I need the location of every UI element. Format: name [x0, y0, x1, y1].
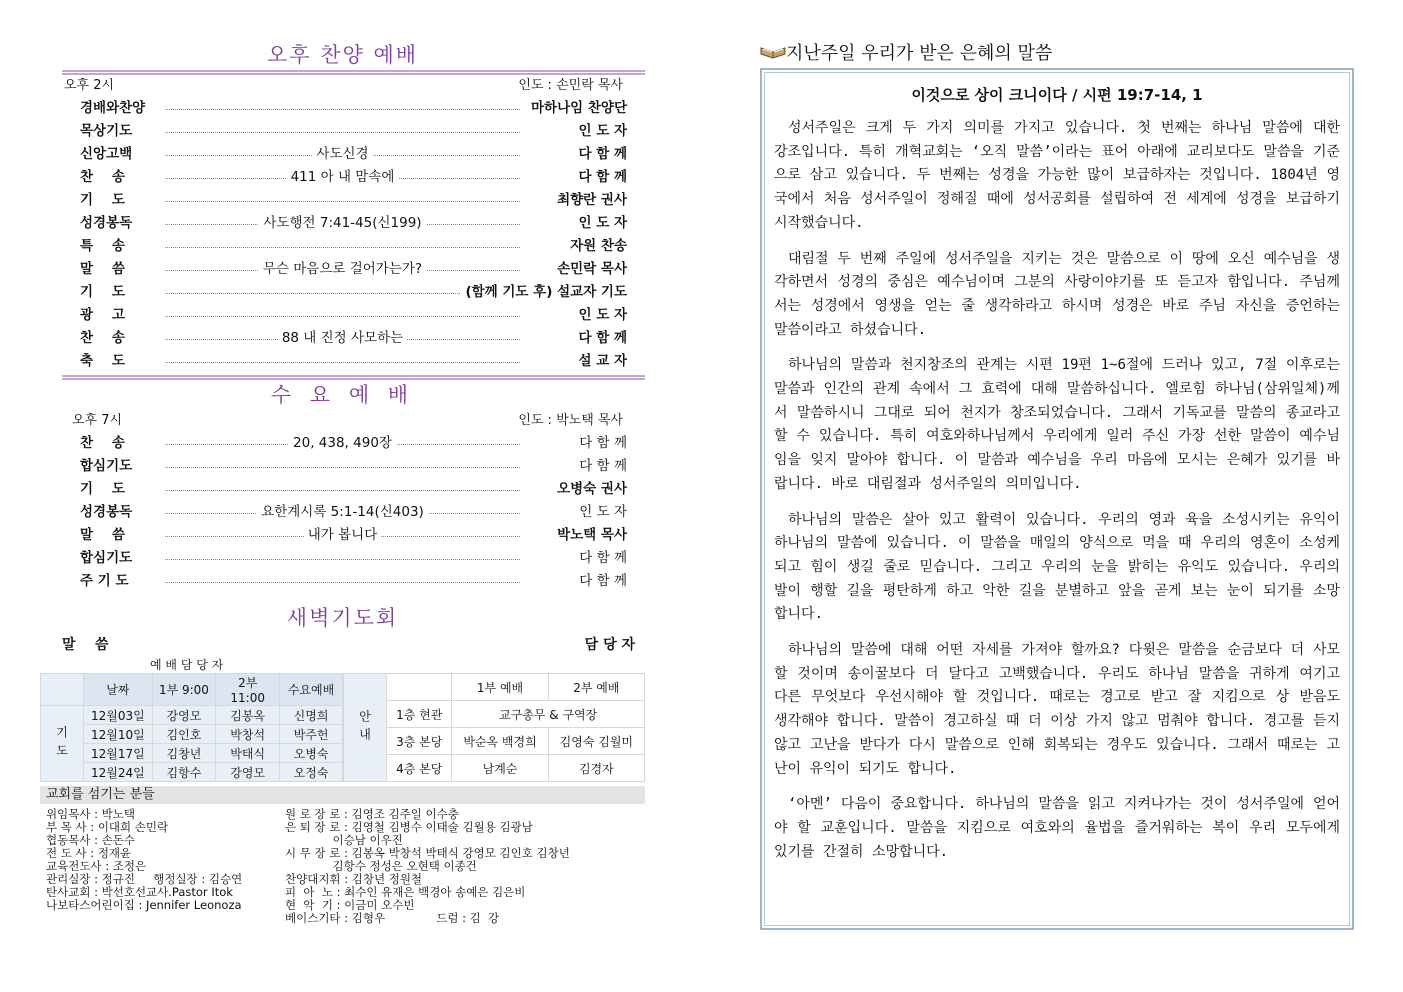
order-label: 합심기도 — [80, 458, 133, 474]
dawn-right: 담 당 자 — [584, 637, 635, 653]
order-right: 다 함 께 — [575, 547, 627, 570]
order-middle — [200, 258, 485, 281]
guide-table — [343, 673, 645, 782]
order-row — [40, 235, 645, 258]
order-row — [40, 327, 645, 350]
duty-cell: 김창년 — [152, 744, 216, 763]
order-row — [40, 166, 645, 189]
servant-line: 위임목사 : 박노택 — [46, 807, 135, 821]
order-middle — [200, 501, 485, 524]
guide-cell: 교구총무 & 구역장 — [452, 701, 645, 728]
servant-line: 관리실장 : 정규진 행정실장 : 김승연 — [46, 872, 243, 886]
duty-cell: 12월03일 — [84, 706, 153, 725]
order-middle — [200, 212, 485, 235]
order-middle-text: 사도행전 7:41-45(신199) — [259, 215, 425, 231]
wednesday-leader: 인도 : 박노택 목사 — [518, 413, 623, 428]
order-row — [40, 570, 645, 593]
order-row — [40, 120, 645, 143]
order-right: 인 도 자 — [574, 120, 627, 143]
order-row — [40, 143, 645, 166]
dotted-leader — [165, 316, 520, 317]
guide-cell: 김영숙 김월미 — [548, 728, 644, 755]
order-label: 말 씀 — [80, 261, 125, 277]
duty-cell: 12월10일 — [84, 725, 153, 744]
order-row — [40, 258, 645, 281]
left-page — [40, 40, 645, 940]
dotted-leader — [165, 467, 520, 468]
order-right: 다 함 께 — [575, 432, 627, 455]
order-right: 자원 찬송 — [566, 235, 627, 258]
guide-side-label: 안내 — [343, 674, 386, 782]
servant-line: 베이스기타 : 김형우 드럼 : 김 강 — [285, 911, 500, 925]
guide-cell: 김경자 — [548, 755, 644, 782]
sermon-header-text: 지난주일 우리가 받은 은혜의 말씀 — [786, 43, 1053, 64]
order-row — [40, 501, 645, 524]
wednesday-order — [40, 432, 645, 593]
order-middle-text: 내가 봅니다 — [304, 527, 382, 543]
duty-cell: 오병숙 — [280, 744, 343, 763]
duty-cell: 김봉옥 — [216, 706, 280, 725]
order-right: 설 교 자 — [574, 350, 627, 373]
guide-cell: 남계순 — [452, 755, 548, 782]
order-right: 손민락 목사 — [553, 258, 627, 281]
afternoon-leader: 인도 : 손민락 목사 — [518, 78, 623, 93]
order-middle — [200, 143, 485, 166]
servant-line: 은 퇴 장 로 : 김영철 김병수 이태술 김월용 김광남 — [285, 820, 533, 834]
order-label: 경배와찬양 — [80, 100, 146, 116]
order-label: 성경봉독 — [80, 504, 133, 520]
servant-line: 탄사교회 : 박선호선교사.Pastor Itok — [46, 885, 233, 899]
order-row — [40, 189, 645, 212]
dotted-leader — [165, 247, 520, 248]
duty-cell: 박태식 — [216, 744, 280, 763]
order-label: 특 송 — [80, 238, 125, 254]
order-label: 광 고 — [80, 307, 125, 323]
sermon-paragraph: 하나님의 말씀과 천지창조의 관계는 시편 19편 1~6절에 드러나 있고, 7절 이후로는 말씀과 인간의 관계 속에서 그 효력에 대해 말씀하십니다. 엘로힘 하나님(삼위일체)께서 말씀하시니 그대로 되어 천지가 창조되었습니다. 그래서 기독교를 말씀의 종교라고 할 수 있습니다. 특히 여호와하나님께서 우리에게 일러 주신 가장 선한 말씀이 예수님임을 잊지 말아야 합니다. 이 말씀과 예수님을 우리 마음에 모시는 은혜가 있기를 바랍니다. 바로 대림절과 성서주일의 의미입니다. — [774, 357, 1340, 492]
order-row — [40, 432, 645, 455]
servant-line: 나보타스어린이집 : Jennifer Leonoza — [46, 898, 242, 912]
order-row — [40, 304, 645, 327]
guide-floor: 4층 본당 — [386, 755, 451, 782]
order-right: 마하나임 찬양단 — [527, 97, 627, 120]
dotted-leader — [165, 201, 520, 202]
guide-header: 1부 예배 — [452, 674, 548, 701]
duty-tables — [40, 673, 645, 782]
order-row — [40, 524, 645, 547]
duty-cell: 강영모 — [152, 706, 216, 725]
duty-corner — [41, 674, 84, 706]
order-label: 기 도 — [80, 284, 125, 300]
sermon-paragraph: 대림절 두 번째 주일에 성서주일을 지키는 것은 말씀으로 이 땅에 오신 예수님을 생각하면서 성경의 중심은 예수님이며 그분의 사랑이야기를 또 듣고자 함입니다. 주님께서는 성경에서 영생을 얻는 줄 생각하라고 하시며 성경은 바로 주님 자신을 증언하는 말씀이라고 하셨습니다. — [774, 250, 1340, 338]
servant-line: 이승남 이우진 — [285, 833, 403, 847]
guide-cell: 박순옥 백경희 — [452, 728, 548, 755]
servant-line: 교육전도사 : 조정은 — [46, 859, 147, 873]
servants-title: 교회를 섬기는 분들 — [40, 786, 645, 804]
servant-line: 김항수 정성은 오현택 이종건 — [285, 859, 477, 873]
order-right: (함께 기도 후) 설교자 기도 — [461, 281, 627, 304]
servant-line: 전 도 사 : 정재윤 — [46, 846, 132, 860]
order-row — [40, 212, 645, 235]
guide-header: 2부 예배 — [548, 674, 644, 701]
order-label: 목상기도 — [80, 123, 133, 139]
order-right: 다 함 께 — [575, 570, 627, 593]
order-middle — [200, 524, 485, 547]
order-label: 축 도 — [80, 353, 125, 369]
afternoon-order — [40, 97, 645, 373]
dotted-leader — [165, 362, 520, 363]
duty-cell: 오정숙 — [280, 763, 343, 782]
servant-line: 부 목 사 : 이대희 손민락 — [46, 820, 169, 834]
guide-header — [386, 674, 451, 701]
servant-line: 피 아 노 : 최수인 유재은 백경아 송예은 김은비 — [285, 885, 526, 899]
guide-floor: 3층 본당 — [386, 728, 451, 755]
order-right: 다 함 께 — [575, 455, 627, 478]
sermon-paragraph: 성서주일은 크게 두 가지 의미를 가지고 있습니다. 첫 번째는 하나님 말씀에 대한 강조입니다. 특히 개혁교회는 ‘오직 말씀’이라는 표어 아래에 교리보다도 말씀을 기준으로 삼고 있습니다. 두 번째는 성경을 가능한 많이 보급하자는 것입니다. 1804년 영국에서 처음 성서주일이 정해질 때에 성서공회를 설립하여 전 세계에 성경을 보급하기 시작했습니다. — [774, 120, 1340, 231]
order-middle-text: 사도신경 — [312, 146, 372, 162]
sermon-header — [760, 40, 1358, 68]
afternoon-title: 오후 찬양 예배 — [266, 43, 419, 67]
guide-floor: 1층 현관 — [386, 701, 451, 728]
order-row — [40, 478, 645, 501]
sermon-title: 이것으로 상이 크니이다 / 시편 19:7-14, 1 — [911, 86, 1203, 104]
duty-cell: 12월17일 — [84, 744, 153, 763]
order-right: 박노택 목사 — [553, 524, 627, 547]
duty-header: 2부 11:00 — [216, 674, 280, 706]
order-middle-text: 88 내 진정 사모하는 — [278, 330, 407, 346]
servants-col2 — [285, 808, 645, 925]
order-middle-text: 요한계시록 5:1-14(신403) — [257, 504, 428, 520]
order-middle — [200, 432, 485, 455]
sermon-box — [760, 68, 1354, 930]
order-label: 찬 송 — [80, 169, 125, 185]
wednesday-title: 수 요 예 배 — [270, 383, 415, 407]
servant-line: 원 로 장 로 : 김영조 김주일 이수충 — [285, 807, 459, 821]
dotted-leader — [165, 109, 520, 110]
sermon-paragraph: 하나님의 말씀은 살아 있고 활력이 있습니다. 우리의 영과 육을 소성시키는 유익이 하나님의 말씀에 있습니다. 이 말씀을 매일의 양식으로 먹을 때 우리의 영혼이 소성케 되고 힘이 생길 줄로 믿습니다. 그리고 우리의 눈을 밝히는 유익도 있습니다. 우리의 발이 행할 길을 평탄하게 하고 악한 길을 분별하고 앞을 곧게 보는 눈이 되기를 소망합니다. — [774, 511, 1340, 623]
order-label: 말 씀 — [80, 527, 125, 543]
dotted-leader — [165, 582, 520, 583]
servants-list — [40, 804, 645, 934]
order-middle-text: 20, 438, 490장 — [289, 435, 396, 451]
dawn-title: 새벽기도회 — [286, 606, 399, 630]
servant-line: 현 악 기 : 이금미 오수빈 — [285, 898, 415, 912]
servant-line: 찬양대지휘 : 김창년 정원철 — [285, 872, 423, 886]
order-middle-text: 무슨 마음으로 걸어가는가? — [259, 261, 426, 277]
order-label: 찬 송 — [80, 330, 125, 346]
order-label: 기 도 — [80, 481, 125, 497]
order-right: 다 함 께 — [574, 327, 627, 350]
dotted-leader — [165, 490, 520, 491]
duty-caption: 예 배 담 당 자 — [150, 658, 224, 672]
order-right: 인 도 자 — [574, 304, 627, 327]
order-middle-text: 411 아 내 맘속에 — [287, 169, 399, 185]
order-label: 성경봉독 — [80, 215, 133, 231]
duty-header: 수요예배 — [280, 674, 343, 706]
book-icon — [760, 41, 786, 55]
afternoon-header — [40, 75, 645, 97]
duty-cell: 김항수 — [152, 763, 216, 782]
order-label: 신앙고백 — [80, 146, 133, 162]
duty-cell: 신명희 — [280, 706, 343, 725]
right-page — [760, 40, 1358, 930]
duty-header: 1부 9:00 — [152, 674, 216, 706]
order-row — [40, 455, 645, 478]
servants-col1 — [46, 808, 281, 912]
order-label: 찬 송 — [80, 435, 125, 451]
wednesday-time: 오후 7시 — [72, 413, 123, 428]
order-right: 인 도 자 — [574, 212, 627, 235]
order-row — [40, 281, 645, 304]
order-right: 인 도 자 — [575, 501, 627, 524]
afternoon-time: 오후 2시 — [64, 78, 115, 93]
duty-header: 날짜 — [84, 674, 153, 706]
prayer-table — [40, 673, 343, 782]
order-label: 합심기도 — [80, 550, 133, 566]
dotted-leader — [165, 559, 520, 560]
order-right: 다 함 께 — [574, 166, 627, 189]
order-right: 다 함 께 — [574, 143, 627, 166]
duty-cell: 박주헌 — [280, 725, 343, 744]
duty-cell: 박창석 — [216, 725, 280, 744]
order-label: 기 도 — [80, 192, 125, 208]
sermon-body — [774, 117, 1340, 864]
order-label: 주 기 도 — [80, 573, 129, 589]
duty-cell: 김인호 — [152, 725, 216, 744]
dawn-left: 말 씀 — [62, 637, 109, 653]
sermon-paragraph: 하나님의 말씀에 대해 어떤 자세를 가져야 할까요? 다윗은 말씀을 순금보다 더 사모할 것이며 송이꿀보다 더 달다고 고백했습니다. 우리도 하나님 말씀을 귀하게 여기고 다른 무엇보다 우선시해야 할 것입니다. 때로는 경고로 받고 잘 지킴으로 상 받음도 생각해야 합니다. 말씀이 경고하실 때 더 이상 가지 않고 멈춰야 합니다. 경고를 듣지 않고 고난을 받다가 다시 말씀으로 인해 회복되는 경우도 있습니다. 그래서 때로는 고난이 유익이 되기도 합니다. — [774, 642, 1340, 777]
wednesday-header — [40, 410, 645, 432]
order-right: 오병숙 권사 — [553, 478, 627, 501]
dotted-leader — [165, 132, 520, 133]
dawn-header — [40, 633, 645, 657]
order-right: 최향란 권사 — [553, 189, 627, 212]
sermon-paragraph: ‘아멘’ 다음이 중요합니다. 하나님의 말씀을 읽고 지켜나가는 것이 성서주일에 얻어야 할 교훈입니다. 말씀을 지킴으로 여호와의 율법을 즐거워하는 복이 우리 모두에게 있기를 간절히 소망합니다. — [774, 796, 1340, 860]
duty-cell: 12월24일 — [84, 763, 153, 782]
servant-line: 시 무 장 로 : 김봉옥 박창석 박태식 강영모 김인호 김창년 — [285, 846, 570, 860]
duty-cell: 강영모 — [216, 763, 280, 782]
duty-side-label: 기도 — [41, 706, 84, 782]
order-row — [40, 547, 645, 570]
servant-line: 협동목사 : 손돈수 — [46, 833, 135, 847]
order-row — [40, 97, 645, 120]
order-middle — [200, 166, 485, 189]
order-row — [40, 350, 645, 373]
order-middle — [200, 327, 485, 350]
